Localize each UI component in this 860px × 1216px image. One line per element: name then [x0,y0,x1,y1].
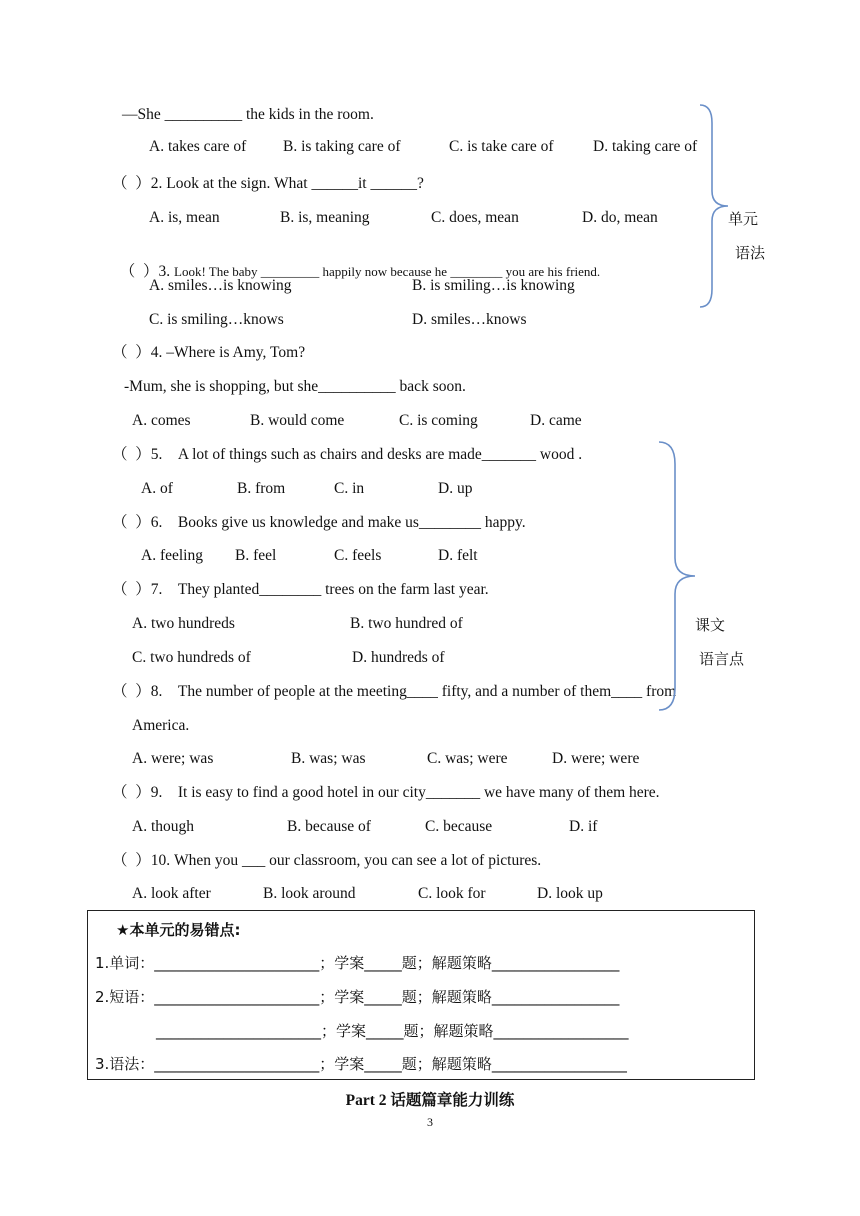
q5-option-d: D. up [438,480,473,497]
q5-option-b: B. from [237,480,286,497]
box-row-phrases: 2.短语：______________________；学案_____题；解题策略_________________ [95,988,620,1006]
q6-option-d: D. felt [438,547,478,564]
q8-option-d: D. were; were [552,750,640,767]
q6-option-c: C. feels [334,547,382,564]
q1-option-d: D. taking care of [593,138,698,155]
q8-option-b: B. was; was [291,750,366,767]
q3-option-d: D. smiles…knows [412,311,527,328]
q2-option-d: D. do, mean [582,209,658,226]
question-9-stem: （ ）9. It is easy to find a good hotel in our city_______ we have many of them here. [112,784,660,801]
q1-option-c: C. is take care of [449,138,554,155]
q2-option-b: B. is, meaning [280,209,370,226]
q9-option-a: A. though [132,818,194,835]
q10-option-a: A. look after [132,885,211,902]
q3-text: Look! The baby _________ happily now because he ________ you are his friend. [174,264,601,279]
text-note-line2: 语言点 [699,650,745,668]
q4-option-a: A. comes [132,412,191,429]
q6-option-b: B. feel [235,547,277,564]
q9-option-b: B. because of [287,818,371,835]
q4-option-d: D. came [530,412,582,429]
page-number: 3 [427,1115,433,1129]
q9-option-c: C. because [425,818,493,835]
q10-option-b: B. look around [263,885,356,902]
part-2-title: Part 2 话题篇章能力训练 [345,1092,515,1109]
grammar-note-line2: 语法 [735,244,766,262]
q7-option-c: C. two hundreds of [132,649,251,666]
box-title: ★本单元的易错点: [116,921,241,939]
q10-option-d: D. look up [537,885,603,902]
q8-option-c: C. was; were [427,750,508,767]
question-4-line2: -Mum, she is shopping, but she__________ back soon. [124,378,466,395]
q2-option-c: C. does, mean [431,209,519,226]
q5-option-c: C. in [334,480,365,497]
error-points-box [87,910,755,1080]
q4-option-b: B. would come [250,412,345,429]
question-7-stem: （ ）7. They planted________ trees on the farm last year. [112,581,489,598]
q6-option-a: A. feeling [141,547,203,564]
question-8-line2: America. [132,717,190,734]
q1-option-b: B. is taking care of [283,138,401,155]
question-6-stem: （ ）6. Books give us knowledge and make us________ happy. [112,514,526,531]
question-4-stem: （ ）4. –Where is Amy, Tom? [112,344,306,361]
grammar-note-line1: 单元 [728,210,759,228]
question-5-stem: （ ）5. A lot of things such as chairs and desks are made_______ wood . [112,446,583,463]
q7-option-a: A. two hundreds [132,615,235,632]
box-row-grammar: 3.语法：______________________；学案_____题；解题策略__________________ [95,1055,627,1073]
box-row-phrases-2: ______________________；学案_____题；解题策略__________________ [156,1022,629,1040]
q3-option-a: A. smiles…is knowing [149,277,292,294]
grammar-brace-icon [698,103,732,309]
q5-option-a: A. of [141,480,173,497]
q1-option-a: A. takes care of [149,138,247,155]
box-row-words: 1.单词：______________________；学案_____题；解题策略_________________ [95,954,620,972]
text-points-brace-icon [657,440,699,712]
q4-option-c: C. is coming [399,412,478,429]
q7-option-d: D. hundreds of [352,649,445,666]
text-note-line1: 课文 [695,616,726,634]
q9-option-d: D. if [569,818,598,835]
question-10-stem: （ ）10. When you ___ our classroom, you can see a lot of pictures. [112,852,542,869]
q3-number: （ ）3. [119,263,175,280]
question-1-stem: —She __________ the kids in the room. [122,106,374,123]
question-2-stem: （ ）2. Look at the sign. What ______it ______? [112,175,424,192]
q7-option-b: B. two hundred of [350,615,463,632]
q10-option-c: C. look for [418,885,486,902]
q2-option-a: A. is, mean [149,209,220,226]
q3-option-c: C. is smiling…knows [149,311,284,328]
q3-option-b: B. is smiling…is knowing [412,277,575,294]
q8-option-a: A. were; was [132,750,214,767]
question-8-stem: （ ）8. The number of people at the meeting____ fifty, and a number of them____ from [112,683,677,700]
